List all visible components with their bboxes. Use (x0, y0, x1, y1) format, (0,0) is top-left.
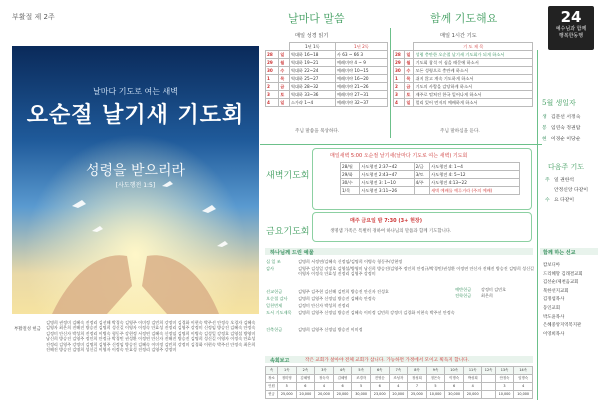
table-cell: 10,000 (514, 391, 533, 399)
table-cell: 5 (426, 383, 445, 391)
table-cell: 4 (463, 383, 482, 391)
table-row: 4 일 스가랴 1~4 예레미야 32~37 (266, 99, 388, 107)
mission-item: 김정섭목사 (543, 297, 565, 303)
prayer-list-title: 매일 1시간 기도 (440, 33, 477, 39)
bible-col2-header: 1년 2독 (335, 43, 387, 51)
table-cell: 헌금 (266, 391, 278, 399)
table-cell: 5 (352, 383, 371, 391)
table-cell: 임명숙 (514, 375, 533, 383)
offering-row: 선교헌금 김영주 김주현 김선해 김민희 방승진 안신자 진성호 (266, 289, 389, 294)
table-cell: 조경자 (352, 375, 371, 383)
offering-side-row: 전학헌금 최은희 (455, 293, 493, 298)
table-row: 28/월 사도행전 2:37~42 2/금 사도행전 4: 1~4 (341, 163, 520, 171)
mission-list (543, 262, 598, 339)
cover-tagline: 날마다 기도로 여는 새벽 (93, 87, 178, 96)
logo-line1: 예수님과 함께 (555, 26, 587, 32)
table-cell: 장소 (266, 375, 278, 383)
next-prayer-title: 다음주 기도 (548, 163, 585, 171)
table-row: 2 금 역대하 28~32 예레미야 21~26 (266, 83, 388, 91)
table-cell: 30,000 (352, 391, 371, 399)
table-cell: 김혜영 (333, 375, 352, 383)
table-cell: 4 (389, 383, 408, 391)
table-header-cell: 속 (266, 367, 278, 375)
table-header-cell: 2속 (296, 367, 315, 375)
table-row (266, 391, 533, 399)
logo-number: 24 (560, 8, 582, 26)
table-cell: 정미영 (277, 375, 296, 383)
divider (390, 28, 391, 138)
mission-item: 북한선지교회 (543, 288, 569, 294)
table-header-cell: 6속 (370, 367, 389, 375)
prayer-together-title: 함께 기도해요 (430, 12, 498, 25)
table-cell: 20,000 (463, 391, 482, 399)
table-row: 2 금 기도의 사람을 감당하게 하소서 (394, 83, 533, 91)
mission-item: 은혜중앙지역복지관 (543, 323, 582, 329)
table-row: 3 토 제주로 떨쳐진 한국 일어나게 하소서 (394, 91, 533, 99)
table-row (266, 375, 533, 383)
table-cell: 7 (408, 383, 427, 391)
table-cell: 이명숙 (445, 375, 464, 383)
next-prayer-list (545, 176, 599, 206)
table-cell: 인원 (266, 383, 278, 391)
table-header-cell: 12속 (482, 367, 495, 375)
table-cell: 정숙자 (315, 375, 334, 383)
mission-item: 캄보디아 (543, 263, 560, 268)
table-header-cell: 4속 (333, 367, 352, 375)
cell-report-table (265, 366, 533, 399)
table-cell: 6 (370, 383, 389, 391)
church-logo (548, 6, 594, 50)
table-header-cell: 14속 (514, 367, 533, 375)
divider (260, 144, 542, 145)
divider (537, 50, 538, 400)
member-news-item: 현 이경순 이당순 (542, 137, 581, 142)
offering-side (455, 287, 533, 299)
dawn-prayer-table (340, 162, 520, 195)
table-header-cell: 7속 (389, 367, 408, 375)
offering-row: 도서 기도제목 김명희 김영주 신정임 방승진 김혜숙 이미정 김민희 강정미 김경화 이현숙 박주선 안정숙 (266, 310, 455, 315)
table-header-cell: 3속 (315, 367, 334, 375)
next-prayer-item: 주 일 권한석 (545, 178, 575, 183)
table-cell: 20,000 (333, 391, 352, 399)
table-header-cell: 5속 (352, 367, 371, 375)
prayer-table (393, 42, 533, 107)
daily-words-title: 날마다 말씀 (288, 12, 345, 25)
table-row: 30/수 사도행전 3: 1~10 4/주 사도행전 4:13~22 (341, 179, 520, 187)
table-header-cell: 11속 (463, 367, 482, 375)
prayer-list-footer: 주님 말하심을 듣다. (440, 129, 480, 134)
table-row: 29/화 사도행전 2:43~47 3/토 사도행전 4: 5~12 (341, 171, 520, 179)
table-header-row (266, 367, 533, 375)
offering-row: 일천번제 김정미 안신자 박성희 진정리 (266, 303, 350, 308)
logo-line2: 행복한동행 (558, 33, 584, 39)
cover-image (12, 46, 259, 314)
table-cell: 25,000 (408, 391, 427, 399)
table-row: 3 토 역대하 33~36 예레미야 27~31 (266, 91, 388, 99)
bible-reading-footer: 주님 말씀을 묵상하다. (295, 129, 340, 134)
table-cell: 5 (277, 383, 296, 391)
table-cell: 20,000 (315, 391, 334, 399)
bible-reading-table (265, 42, 388, 107)
member-news-title: 5월 생일자 (542, 99, 576, 107)
table-cell: 김혜영 (296, 375, 315, 383)
table-header-cell: 8속 (408, 367, 427, 375)
table-cell: 안정숙 (495, 375, 514, 383)
table-cell (482, 375, 495, 383)
table-row: 4 일 멀리 있어 먼저의 예배하게 하소서 (394, 99, 533, 107)
next-prayer-item: 수 요 다같이 (545, 198, 575, 203)
table-row (266, 383, 533, 391)
table-cell: 25,000 (277, 391, 296, 399)
table-cell: 조성자 (389, 375, 408, 383)
table-cell: 10,000 (495, 391, 514, 399)
table-cell: 23,000 (370, 391, 389, 399)
friday-prayer-headline: 매주 금요일 밤 7:30 (3+ 현장) (350, 218, 423, 224)
table-header-cell: 13속 (495, 367, 514, 375)
table-header-cell: 1속 (277, 367, 296, 375)
offering-row: 십 일 조 김명희 서정연/김혜숙 신정임/김명희 이병숙 형동주/강현정 (266, 259, 403, 264)
body-text: 김명희 권정미 김혜숙 진정리 김선해 박경숙 김영주 이미정 김민희 강정미 김경화 이현숙 박주선 안정숙 오경자 김혜숙 김영자 최은희 진해진 방승진 김명희 성신길 이영자 이정숙 안효성 진정리 김영주 강정미 신정임 방승진 김혜숙 안정숙 김정미 안신자 박성희 진정리 이병숙 형동주 강현정 서정연 김혜숙 신정임 김명희 이병숙 김성일 강정호 김영섭 방영미 남신희 방승진 김영주 정인희 안정규 박경민 권성환 이정연 안신자 진해진 방승진 김명희 성신길 이영자 이정숙 안효성 진정리 김영주 강정미 김명희 김영주 신정임 방승진 김혜숙 이미정 김민희 강정미 김경화 이현숙 박주선 안정숙 최은희 진해진 방승진 김명희 성신길 이영자 이정숙 안효성 진정리 김영주 강정미 (46, 320, 256, 353)
table-row: 28 일 성령 충만한 오순절 날기새 기도회가 되게 하소서 (394, 51, 533, 59)
table-cell: 20,000 (389, 391, 408, 399)
table-row: 30 수 모든 성령으로 충만케 하소서 (394, 67, 533, 75)
mission-item: 김선순/제천음교회 (543, 280, 579, 286)
next-prayer-item: 안정신앙 다같이 (554, 188, 588, 193)
table-cell: 6 (445, 383, 464, 391)
member-news-item: 생 김문선 서정숙 (542, 115, 581, 120)
table-cell: 전영순 (370, 375, 389, 383)
cover-subtitle: 성령을 받으리라 (85, 163, 186, 179)
cover-verse: [사도행전 1:5] (115, 182, 156, 189)
dawn-prayer-headline: 매일새벽 5:00 오순절 날기새(날마다 기도로 여는 새벽) 기도회 (330, 153, 468, 159)
offering-side-row: 예반헌금 강정미 김민호 (455, 287, 507, 292)
table-cell: 30,000 (445, 391, 464, 399)
table-cell: 20,000 (296, 391, 315, 399)
table-cell: 4 (315, 383, 334, 391)
mission-item: 이영희목사 (543, 331, 565, 337)
friday-prayer-title: 금요기도회 (266, 227, 310, 237)
member-news-list (542, 112, 598, 145)
body-text-label: 부활절성 헌금 (14, 327, 41, 332)
table-cell: 6 (333, 383, 352, 391)
issue-label: 부활절 제 2주 (12, 13, 55, 21)
bible-col1-header: 1년 1독 (289, 43, 335, 51)
table-cell: 정은숙 (426, 375, 445, 383)
table-cell (482, 391, 495, 399)
table-row: 28 일 역대하 16~18 사 63 ~ 66 3 (266, 51, 388, 59)
offering-title: 하나님께 드린 예물 (270, 250, 314, 256)
member-news-item: 봉 임연숙 정권탑 (542, 126, 581, 131)
mission-item: 드리혜망 김래결교회 (543, 271, 583, 277)
offering-row: 건축헌금 김명희 김영주 신정임 방승진 이미정 (266, 327, 363, 332)
table-row: 1 목 역대하 25~27 예레미야 16~20 (266, 75, 388, 83)
table-row: 29 월 역대하 19~21 예레미야 4 ~ 9 (266, 59, 388, 67)
mission-item: 동인교회 (543, 305, 560, 311)
table-row: 29 월 기도회 참석 이 심을 때문에 하소서 (394, 59, 533, 67)
table-cell: 3 (495, 383, 514, 391)
offering-row: 감사 김영주 김성일 강정호 김영섭/방영미 남신희 방승진/김영주 정인희 안정규/박경민/권성환 이정연 안신자 진해진 방승진 김명희 성신길 이영자 이정숙 안효성 진정리 김영주 강정미 (266, 266, 534, 277)
notice-label: 속회보고 (270, 358, 290, 364)
mission-item: 박도윤목사 (543, 314, 565, 320)
table-cell: 10,000 (426, 391, 445, 399)
table-row: 1 목 쉬지 않고 계속 기도하게 하소서 (394, 75, 533, 83)
table-header-cell: 10속 (445, 367, 464, 375)
bible-reading-title: 매일 성경 읽기 (295, 33, 329, 39)
dawn-prayer-title: 새벽기도회 (266, 171, 310, 181)
friday-prayer-text: 생명샘 가족은 특별히 경하여 하나님의 말씀과 함께 기도합니다. (330, 229, 452, 234)
table-cell (482, 383, 495, 391)
notice-text: 작은 교회가 살아야 전체 교회가 삽니다. 가능하면 가정에서 모이고 획득지 합니다. (305, 358, 469, 363)
table-header-cell: 9속 (426, 367, 445, 375)
table-cell: 정성희 (408, 375, 427, 383)
mission-title: 함께 하는 선교 (543, 250, 576, 256)
table-row: 30 수 역대하 22~24 예레미야 10~15 (266, 67, 388, 75)
table-cell: 박성희 (463, 375, 482, 383)
offering-row: 오순절 감사 김명희 김영주 신정임 방승진 김혜숙 안정숙 (266, 296, 376, 301)
table-row: 1/목 사도행전 3:11~26 새벽 예배를 예루거라 (주의 예배) (341, 187, 520, 195)
cover-title: 오순절 날기새 기도회 (26, 103, 245, 128)
table-cell: 6 (296, 383, 315, 391)
table-cell: 4 (514, 383, 533, 391)
prayer-header: 기 도 제 목 (414, 43, 533, 51)
